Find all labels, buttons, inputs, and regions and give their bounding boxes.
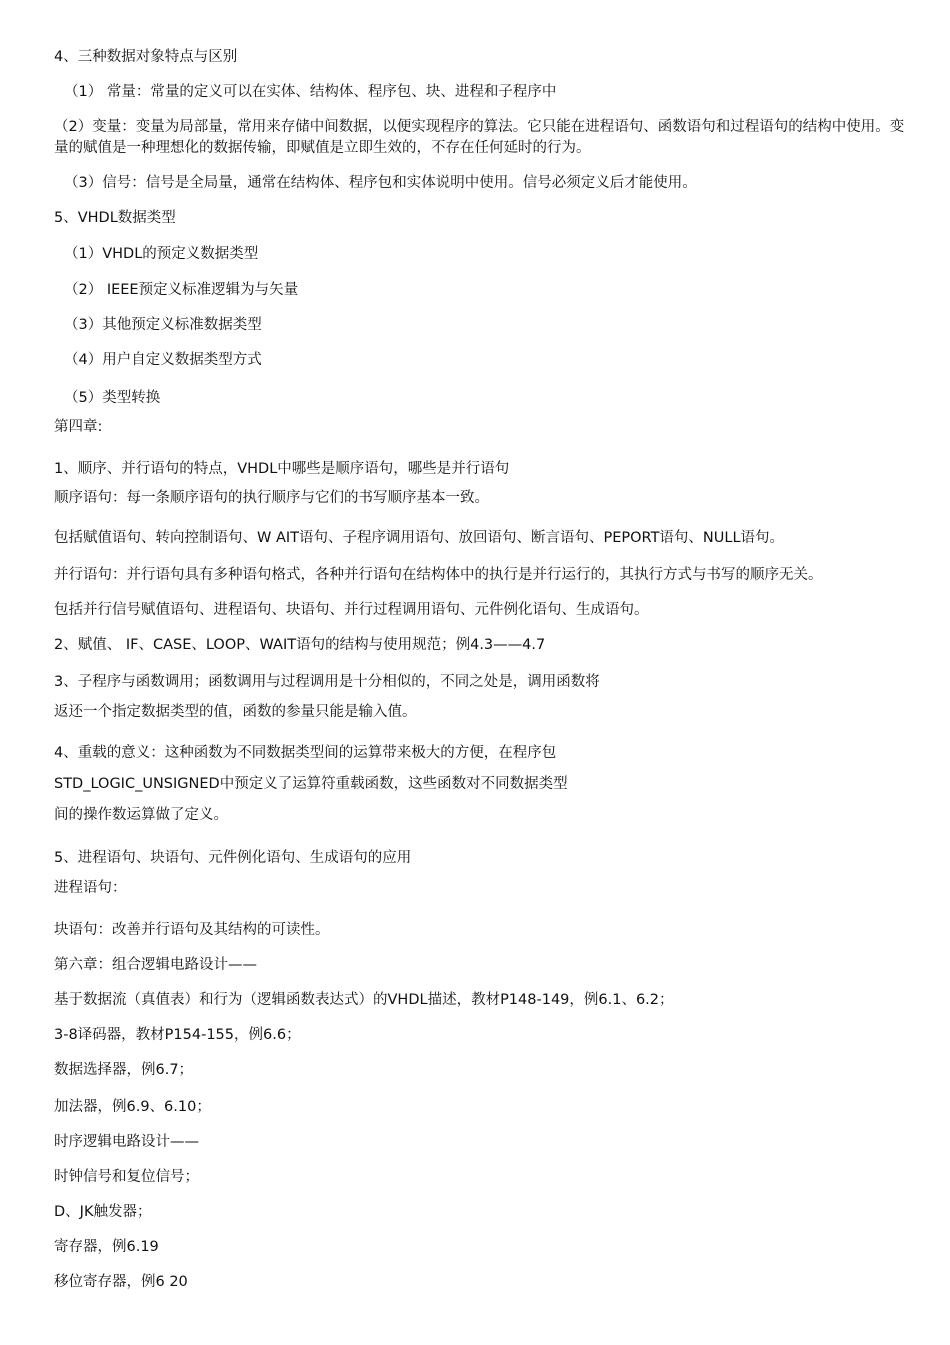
chapter-six-heading: 第六章：组合逻辑电路设计—— (54, 957, 257, 973)
item-subprogram-cont: 返还一个指定数据类型的值，函数的参量只能是输入值。 (54, 704, 417, 720)
text-process: 进程语句： (54, 880, 127, 896)
text-flipflop: D、JK触发器； (54, 1204, 152, 1220)
text-register: 寄存器，例6.19 (54, 1239, 159, 1255)
text-clock-reset: 时钟信号和复位信号； (54, 1169, 199, 1185)
text-sequential: 顺序语句：每一条顺序语句的执行顺序与它们的书写顺序基本一致。 (54, 490, 489, 506)
section-heading-vhdl-types: 5、VHDL数据类型 (54, 210, 176, 226)
list-item-other-types: （3）其他预定义标准数据类型 (64, 317, 262, 333)
list-item-predefined-types: （1）VHDL的预定义数据类型 (64, 246, 259, 262)
item-overload: 4、重载的意义：这种函数为不同数据类型间的运算带来极大的方便，在程序包 (54, 745, 557, 761)
section-heading-data-objects: 4、三种数据对象特点与区别 (54, 49, 238, 65)
text-parallel-includes: 包括并行信号赋值语句、进程语句、块语句、并行过程调用语句、元件例化语句、生成语句。 (54, 602, 649, 618)
list-item-type-conversion: （5）类型转换 (64, 390, 161, 406)
list-item-variable: （2）变量：变量为局部量，常用来存储中间数据，以便实现程序的算法。它只能在进程语句、函数语句和过程语句的结构中使用。变量的赋值是一种理想化的数据传输，即赋值是立即生效的，不存在任何延时的行为。 (54, 119, 905, 156)
list-item-signal: （3）信号：信号是全局量，通常在结构体、程序包和实体说明中使用。信号必须定义后才能使用。 (64, 175, 697, 191)
item-overload-cont2: 间的操作数运算做了定义。 (54, 807, 228, 823)
list-item-constant: （1） 常量：常量的定义可以在实体、结构体、程序包、块、进程和子程序中 (64, 84, 557, 100)
chapter-four-heading: 第四章: (54, 419, 103, 435)
item-overload-cont1: STD_LOGIC_UNSIGNED中预定义了运算符重载函数，这些函数对不同数据类型 (54, 776, 568, 792)
text-block: 块语句：改善并行语句及其结构的可读性。 (54, 922, 330, 938)
text-parallel: 并行语句：并行语句具有多种语句格式，各种并行语句在结构体中的执行是并行运行的，其执行方式与书写的顺序无关。 (54, 567, 823, 583)
text-sequential-includes: 包括赋值语句、转向控制语句、W AIT语句、子程序调用语句、放回语句、断言语句、PEPORT语句、NULL语句。 (54, 530, 785, 546)
text-decoder: 3-8译码器，教材P154-155，例6.6； (54, 1027, 301, 1043)
list-item-user-types: （4）用户自定义数据类型方式 (64, 352, 262, 368)
list-item-ieee-types: （2） IEEE预定义标准逻辑为与矢量 (64, 282, 299, 298)
text-mux: 数据选择器，例6.7； (54, 1062, 194, 1078)
text-sequential-design: 时序逻辑电路设计—— (54, 1134, 199, 1150)
text-dataflow: 基于数据流（真值表）和行为（逻辑函数表达式）的VHDL描述，教材P148-149，例6.1、6.2； (54, 992, 674, 1008)
item-subprogram: 3、子程序与函数调用；函数调用与过程调用是十分相似的，不同之处是，调用函数将 (54, 674, 600, 690)
text-adder: 加法器，例6.9、6.10； (54, 1099, 211, 1115)
text-shift-register: 移位寄存器，例6 20 (54, 1274, 188, 1290)
item-seq-parallel: 1、顺序、并行语句的特点，VHDL中哪些是顺序语句，哪些是并行语句 (54, 461, 510, 477)
item-statements: 2、赋值、 IF、CASE、LOOP、WAIT语句的结构与使用规范；例4.3——4.7 (54, 637, 546, 653)
item-process-block: 5、进程语句、块语句、元件例化语句、生成语句的应用 (54, 850, 412, 866)
